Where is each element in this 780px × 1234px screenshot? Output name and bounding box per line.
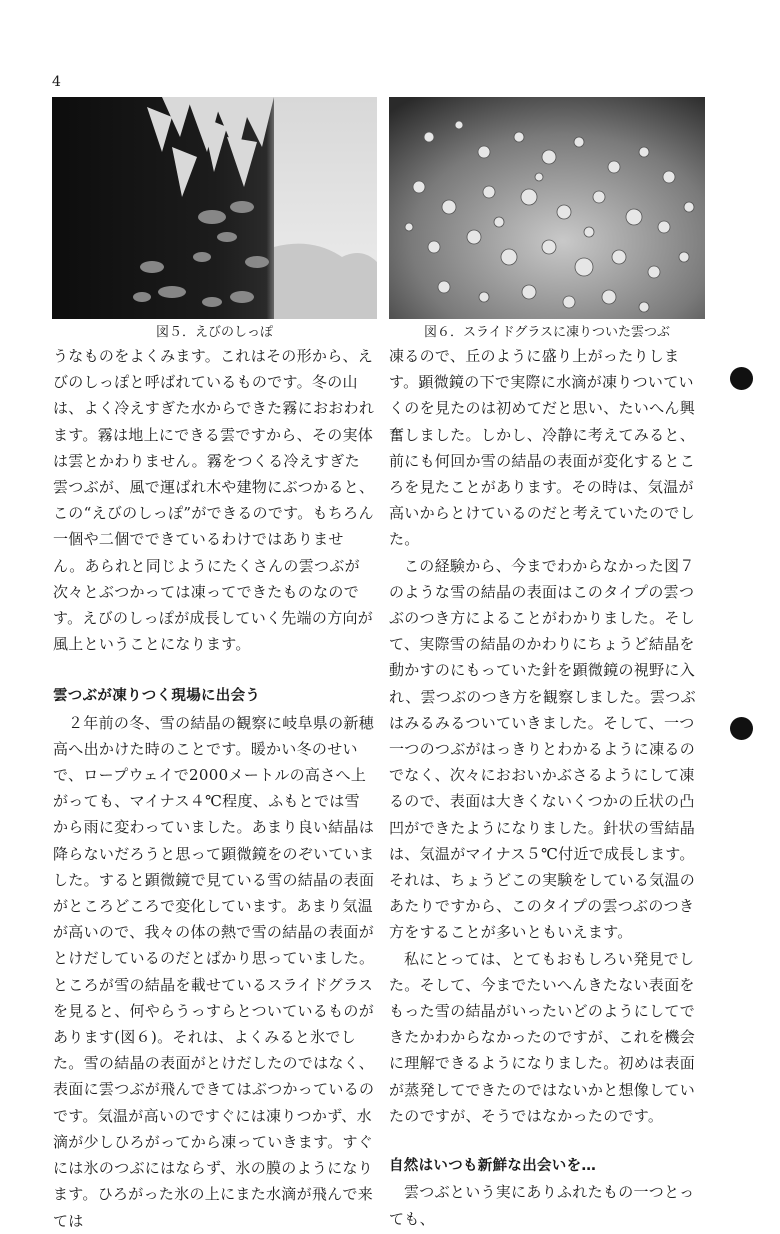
- paragraph: 凍るので、丘のように盛り上がったりします。顕微鏡の下で実際に水滴が凍りついていくのを見たのは初めてだと思い、たいへん興奮しました。しかし、冷静に考えてみると、前にも何回か雪の結晶の表面が変化するところを見たことがあります。その時は、気温が高いからとけているのだと考えていたのでした。: [389, 347, 696, 549]
- binder-hole-dot-icon: [730, 717, 753, 740]
- section-heading: 自然はいつも新鮮な出会いを…: [389, 1158, 597, 1175]
- right-column: [389, 343, 707, 1232]
- frozen-droplets-photo: [389, 97, 705, 319]
- figure-5-photo: [52, 97, 377, 319]
- page-number: 4: [52, 74, 61, 90]
- paragraph: この経験から、今までわからなかった図７のような雪の結晶の表面はこのタイプの雲つぶのつき方によることがわかりました。そして、実際雪の結晶のかわりにちょうど結晶を動かすのにもっていた針を顕微鏡の視野に入れ、雲つぶのつき方を観察しました。雲つぶはみるみるついていきました。そして、一つ一つのつぶがはっきりとわかるように凍るのでなく、次々におおいかぶさるようにして凍るので、表面は大きくないくつかの丘状の凸凹ができたようになりました。針状の雪結晶は、気温がマイナス５℃付近で成長します。それは、ちょうどこの実験をしている気温のあたりですから、このタイプの雲つぶのつき方をすることが多いともいえます。: [389, 556, 696, 942]
- figure-6-photo: [389, 97, 705, 319]
- figure-6-caption: 図６．スライドグラスに凍りついた雲つぶ: [424, 325, 670, 340]
- left-column: [53, 343, 375, 1234]
- shrimp-tail-rime-photo: [52, 97, 377, 319]
- paragraph: ２年前の冬、雪の結晶の観察に岐阜県の新穂高へ出かけた時のことです。暖かい冬のせいで、ロープウェイで2000メートルの高さへ上がっても、マイナス４℃程度、ふもとでは雪から雨に変わっていました。あまり良い結晶は降らないだろうと思って顕微鏡をのぞいていました。すると顕微鏡で見ている雪の結晶の表面がところどころで変化しています。あまり気温が高いので、我々の体の熱で雪の結晶の表面がとけだしているのだとばかり思っていました。ところが雪の結晶を載せているスライドグラスを見ると、何やらうっすらとついているものがあります(図６)。それは、よくみると氷でした。雪の結晶の表面がとけだしたのではなく、表面に雲つぶが飛んできてはぶつかっているのです。気温が高いのですぐには凍りつかず、水滴が少しひろがってから凍っていきます。すぐには氷のつぶにはならず、氷の膜のようになります。ひろがった氷の上にまた水滴が飛んで来ては: [53, 713, 375, 1230]
- figure-5-caption: 図５．えびのしっぽ: [155, 325, 273, 340]
- paragraph: 私にとっては、とてもおもしろい発見でした。そして、今までたいへんきたない表面をもった雪の結晶がいったいどのようにしてできたかわからなかったのですが、これを機会に理解できるようになりました。初めは表面が蒸発してできたのではないかと想像していたのですが、そうではなかったのです。: [389, 949, 696, 1125]
- section-heading: 雲つぶが凍りつく現場に出会う: [53, 688, 261, 705]
- binder-hole-dot-icon: [730, 367, 753, 390]
- paragraph: うなものをよくみます。これはその形から、えびのしっぽと呼ばれているものです。冬の山は、よく冷えすぎた水からできた霧におおわれます。霧は地上にできる雲ですから、その実体は雲とかわりません。霧をつくる冷えすぎた雲つぶが、風で運ばれ木や建物にぶつかると、この“えびのしっぽ”ができるのです。もちろん一個や二個でできているわけではありません。あられと同じようにたくさんの雲つぶが次々とぶつかっては凍ってできたものなのです。えびのしっぽが成長していく先端の方向が風上ということになります。: [53, 347, 375, 654]
- paragraph: 雲つぶという実にありふれたもの一つとっても、: [389, 1183, 695, 1228]
